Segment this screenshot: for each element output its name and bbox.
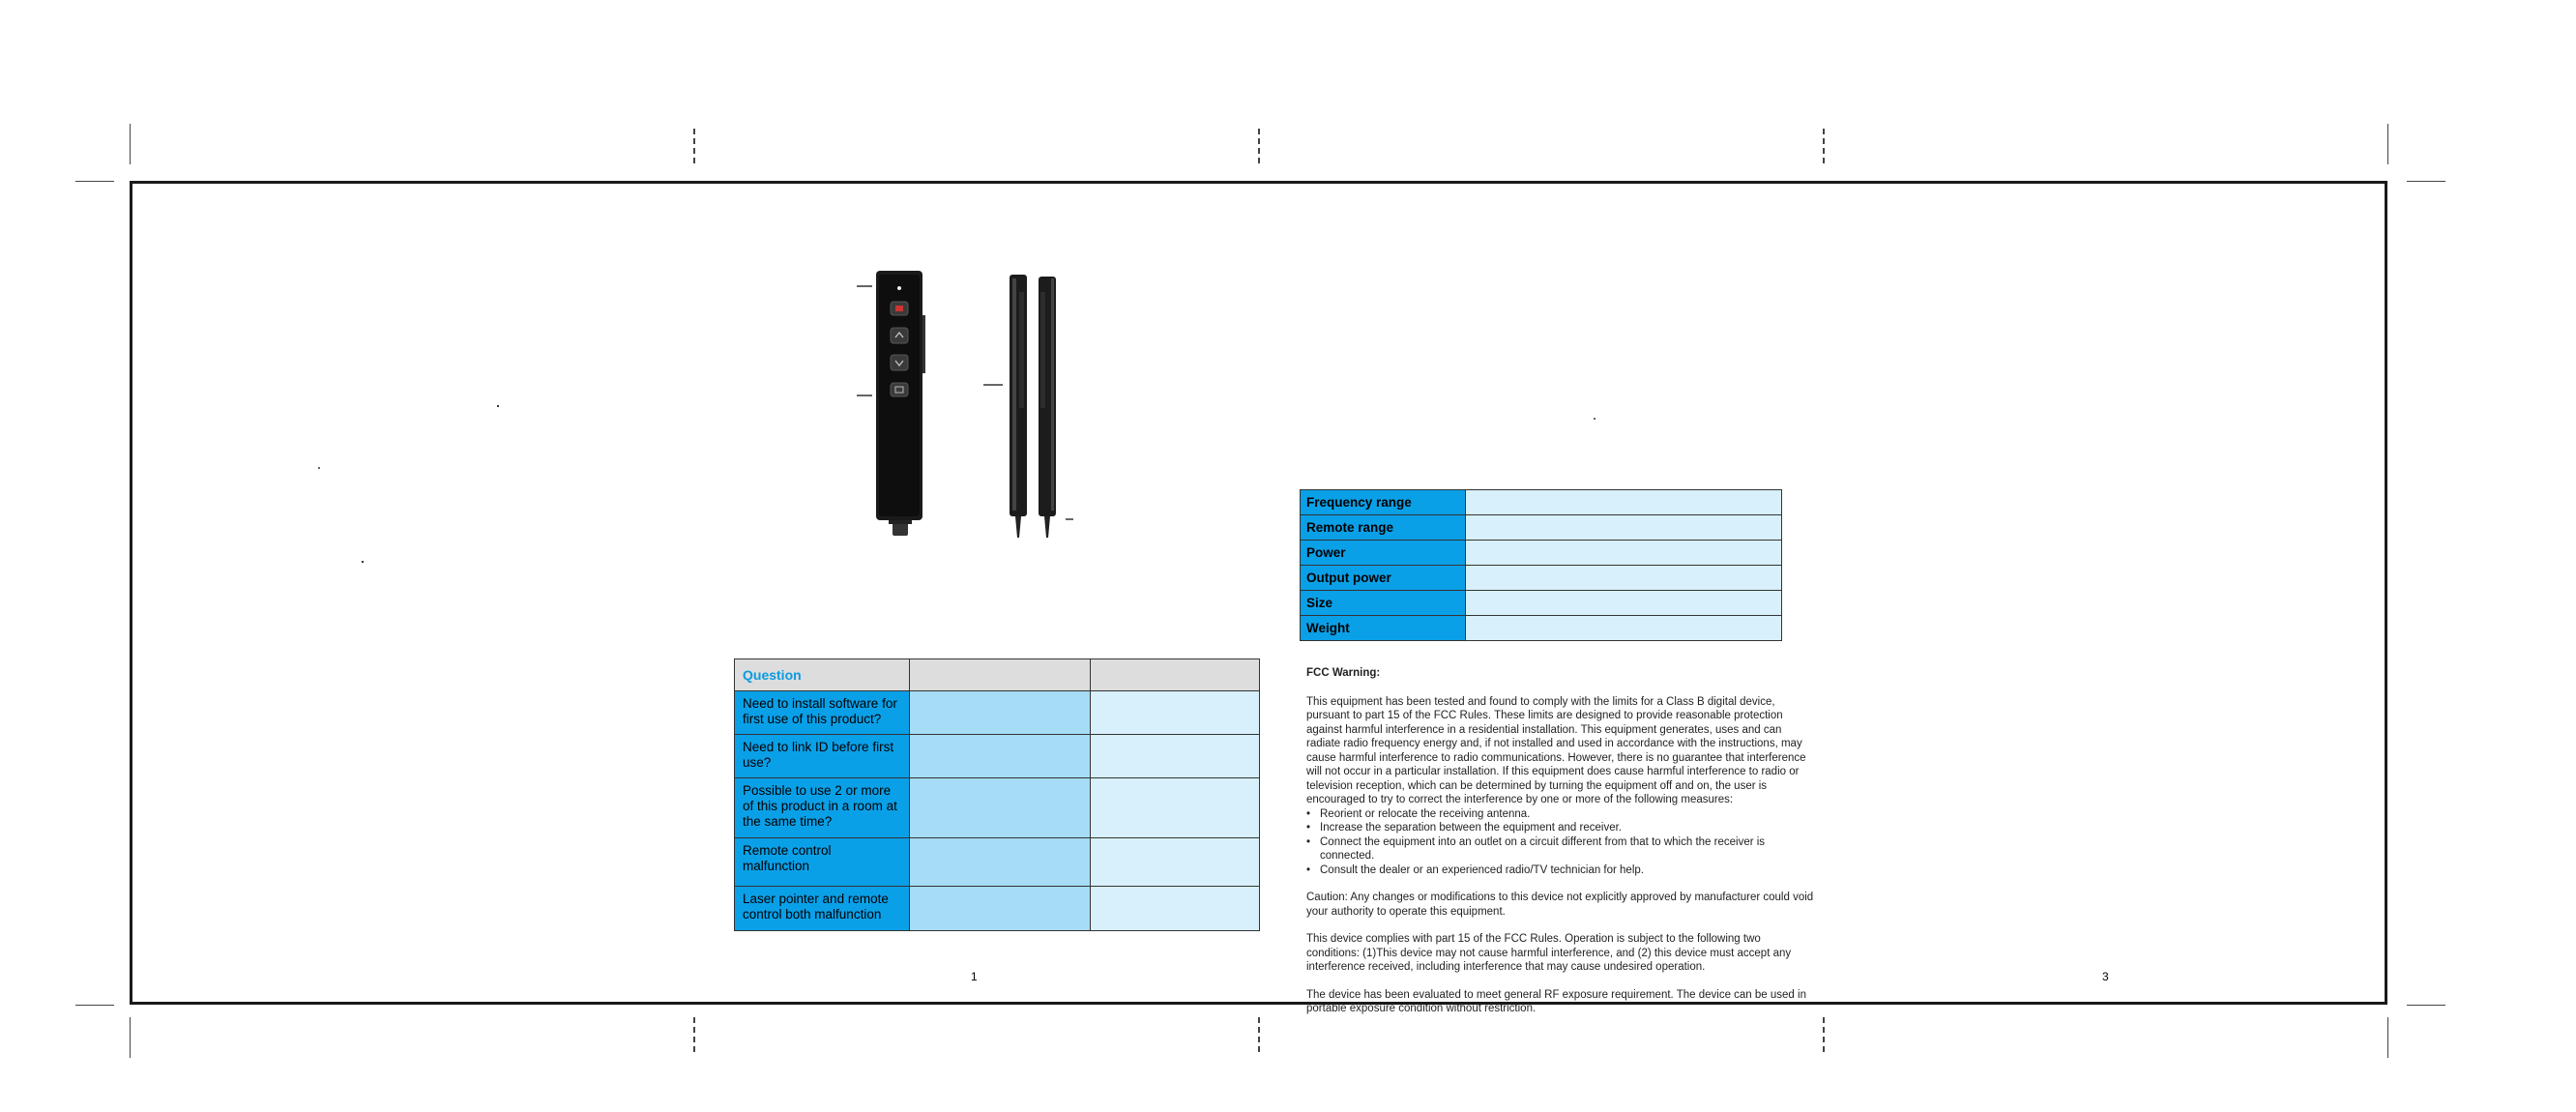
qa-question: Laser pointer and remote control both malfunction	[735, 887, 910, 931]
qa-cell	[1091, 887, 1260, 931]
stray-dot	[362, 561, 364, 563]
spec-label: Weight	[1301, 616, 1466, 641]
stray-dot	[497, 405, 499, 407]
fcc-title: FCC Warning:	[1306, 667, 1381, 679]
qa-cell	[1091, 691, 1260, 735]
fold-mark	[1258, 1017, 1260, 1052]
qa-cell	[910, 735, 1091, 778]
fold-mark	[1258, 129, 1260, 163]
list-item: • Increase the separation between the equipment and receiver.	[1318, 821, 1815, 835]
fcc-paragraph: This device complies with part 15 of the FCC Rules. Operation is subject to the following two conditions: (1)This device may not cause harmful interference, and (2) this device must accept any interference received, including interference that may cause undesired operation.	[1306, 933, 1792, 973]
page-number-left: 1	[971, 970, 978, 983]
crop-mark	[2407, 181, 2445, 182]
table-row	[1301, 541, 1782, 566]
fcc-warning	[1306, 666, 1815, 1030]
qa-header-question: Question	[735, 659, 910, 691]
qa-cell	[910, 887, 1091, 931]
table-row	[735, 778, 1260, 838]
spec-label: Remote range	[1301, 515, 1466, 541]
qa-cell	[1091, 838, 1260, 887]
spec-value	[1466, 490, 1782, 515]
presenter-front-illustration	[851, 267, 948, 543]
table-row	[1301, 591, 1782, 616]
table-row	[735, 887, 1260, 931]
stray-dot	[1594, 418, 1595, 420]
qa-cell	[1091, 778, 1260, 838]
fold-mark	[693, 1017, 695, 1052]
table-row	[1301, 616, 1782, 641]
qa-cell	[910, 778, 1091, 838]
fcc-caution: Caution: Any changes or modifications to this device not explicitly approved by manufacturer could void your authority to operate this equipment.	[1306, 892, 1814, 918]
list-item: • Connect the equipment into an outlet on a circuit different from that to which the receiver is connected.	[1318, 835, 1815, 863]
spec-value	[1466, 566, 1782, 591]
list-item: • Consult the dealer or an experienced radio/TV technician for help.	[1318, 863, 1815, 878]
spec-label: Power	[1301, 541, 1466, 566]
qa-table	[734, 658, 1260, 931]
qa-header-cell	[910, 659, 1091, 691]
table-row	[735, 691, 1260, 735]
fcc-paragraph: The device has been evaluated to meet general RF exposure requirement. The device can be used in portable exposure condition without restriction.	[1306, 988, 1806, 1014]
fold-mark	[1823, 129, 1825, 163]
table-row	[735, 838, 1260, 887]
fold-mark	[693, 129, 695, 163]
crop-mark	[2407, 1005, 2445, 1006]
table-row	[1301, 566, 1782, 591]
qa-question: Remote control malfunction	[735, 838, 910, 887]
fold-mark	[1823, 1017, 1825, 1052]
qa-cell	[1091, 735, 1260, 778]
crop-mark	[75, 1005, 114, 1006]
table-row	[1301, 490, 1782, 515]
table-row	[735, 735, 1260, 778]
spec-label: Frequency range	[1301, 490, 1466, 515]
crop-mark	[2387, 1017, 2388, 1058]
table-row	[1301, 515, 1782, 541]
stray-dot	[318, 467, 320, 469]
qa-table-header	[735, 659, 1260, 691]
spec-label: Output power	[1301, 566, 1466, 591]
spec-value	[1466, 515, 1782, 541]
crop-mark	[130, 124, 131, 164]
crop-mark	[2387, 124, 2388, 164]
qa-header-cell	[1091, 659, 1260, 691]
spec-label: Size	[1301, 591, 1466, 616]
spec-value	[1466, 591, 1782, 616]
crop-mark	[130, 1017, 131, 1058]
qa-question: Possible to use 2 or more of this product in a room at the same time?	[735, 778, 910, 838]
qa-cell	[910, 838, 1091, 887]
fcc-paragraph: This equipment has been tested and found to comply with the limits for a Class B digital device, pursuant to part 15 of the FCC Rules. These limits are designed to provide reasonable protection against harmful interference in a residential installation. This equipment generates, uses and can radiate radio frequency energy and, if not installed and used in accordance with the instructions, may cause harmful interference to radio communications. However, there is no guarantee that interference will not occur in a particular installation. If this equipment does cause harmful interference to radio or television reception, which can be determined by turning the equipment off and on, the user is encouraged to try to correct the interference by one or more of the following measures:	[1306, 695, 1806, 805]
list-item: • Reorient or relocate the receiving antenna.	[1318, 807, 1815, 822]
spec-table	[1300, 489, 1782, 641]
spec-value	[1466, 541, 1782, 566]
presenter-side-illustration	[979, 273, 1079, 543]
page-number-right: 3	[2102, 970, 2109, 983]
fcc-measures-list	[1306, 807, 1815, 878]
qa-question: Need to install software for first use of this product?	[735, 691, 910, 735]
crop-mark	[75, 181, 114, 182]
qa-cell	[910, 691, 1091, 735]
qa-question: Need to link ID before first use?	[735, 735, 910, 778]
spec-value	[1466, 616, 1782, 641]
